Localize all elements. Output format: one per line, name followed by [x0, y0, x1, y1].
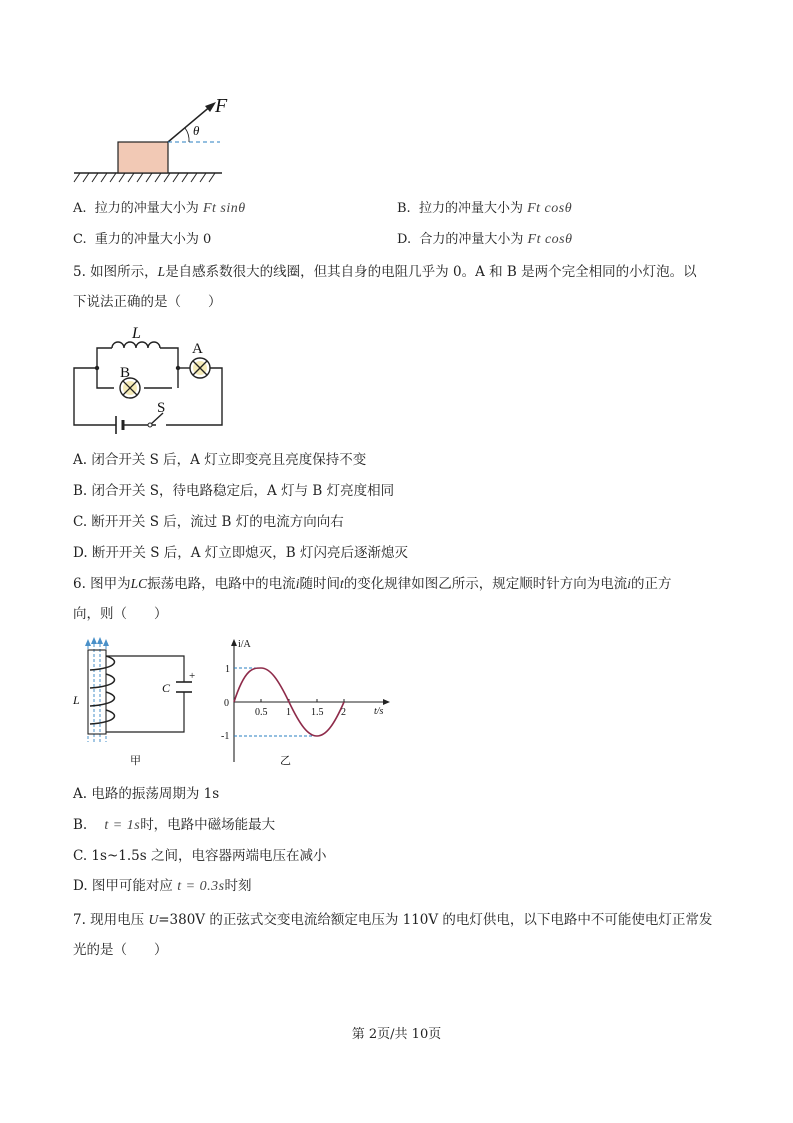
formula: Ft cosθ [527, 201, 573, 216]
svg-text:乙: 乙 [280, 755, 291, 767]
q6-option-c: C. 1s~1.5s 之间，电容器两端电压在减小 [73, 848, 327, 864]
svg-text:甲: 甲 [130, 755, 141, 767]
svg-text:1.5: 1.5 [311, 707, 324, 718]
svg-text:0.5: 0.5 [255, 707, 268, 718]
coil [112, 342, 160, 348]
q5-stem-line2: 下说法正确的是（ ） [73, 294, 222, 310]
svg-text:S: S [157, 400, 166, 416]
svg-text:C: C [162, 681, 171, 695]
svg-text:0: 0 [224, 698, 229, 709]
q5-stem-line1: 5. 如图所示，L是自感系数很大的线圈，但其自身的电阻几乎为 0。A 和 B 是两个完全相同的小灯泡。以 [73, 264, 697, 280]
q5-option-a: A. 闭合开关 S 后，A 灯立即变亮且亮度保持不变 [73, 452, 367, 468]
svg-text:-1: -1 [221, 731, 230, 742]
q4-force-figure [72, 92, 232, 184]
q4-option-c: C. 重力的冲量大小为 0 [73, 232, 212, 247]
q7-stem-line1: 7. 现用电压 U=380V 的正弦式交变电流给额定电压为 110V 的电灯供电，以下电路中不可能使电灯正常发 [73, 912, 713, 928]
q6-option-a: A. 电路的振荡周期为 1s [73, 786, 220, 802]
svg-text:A: A [192, 341, 203, 357]
q7-stem-line2: 光的是（ ） [73, 942, 168, 958]
angle-label: θ [193, 123, 200, 138]
svg-text:L: L [132, 325, 141, 342]
svg-text:B: B [120, 365, 131, 381]
q4-option-d: D. 合力的冲量大小为 Ft cosθ [397, 232, 573, 247]
svg-text:1: 1 [286, 707, 291, 718]
q6-option-d: D. 图甲可能对应 t = 0.3s时刻 [73, 878, 252, 894]
q6-current-time-graph [218, 634, 393, 770]
q5-option-d: D. 断开开关 S 后，A 灯立即熄灭，B 灯闪亮后逐渐熄灭 [73, 545, 409, 561]
formula: Ft cosθ [527, 232, 573, 247]
q5-option-c: C. 断开开关 S 后，流过 B 灯的电流方向向右 [73, 514, 344, 530]
q6-option-b: B. t = 1s时，电路中磁场能最大 [73, 817, 276, 833]
q4-option-b: B. 拉力的冲量大小为 Ft cosθ [397, 201, 573, 216]
page-footer: 第 2页/共 10页 [351, 1027, 442, 1042]
svg-text:2: 2 [341, 707, 346, 718]
q4-option-a: A. 拉力的冲量大小为 Ft sinθ [73, 201, 246, 216]
q6-stem-line1: 6. 图甲为LC振荡电路，电路中的电流i随时间t的变化规律如图乙所示，规定顺时针方向为电流i的正方 [73, 576, 672, 592]
q5-circuit-figure [70, 320, 230, 440]
svg-text:+: + [189, 670, 196, 682]
lamp-a [190, 358, 210, 378]
formula: t = 1s [104, 818, 141, 833]
formula: Ft sinθ [202, 201, 246, 216]
svg-text:i/A: i/A [238, 639, 251, 650]
formula: t = 0.3s [177, 879, 225, 894]
block [118, 142, 168, 173]
svg-text:L: L [73, 693, 80, 707]
q6-lc-circuit-figure [68, 634, 198, 770]
q6-stem-line2: 向，则（ ） [73, 606, 168, 622]
force-label: F [215, 95, 228, 117]
svg-text:t/s: t/s [374, 706, 384, 717]
svg-text:1: 1 [225, 664, 230, 675]
q5-option-b: B. 闭合开关 S，待电路稳定后，A 灯与 B 灯亮度相同 [73, 483, 395, 499]
lamp-b [120, 378, 140, 398]
